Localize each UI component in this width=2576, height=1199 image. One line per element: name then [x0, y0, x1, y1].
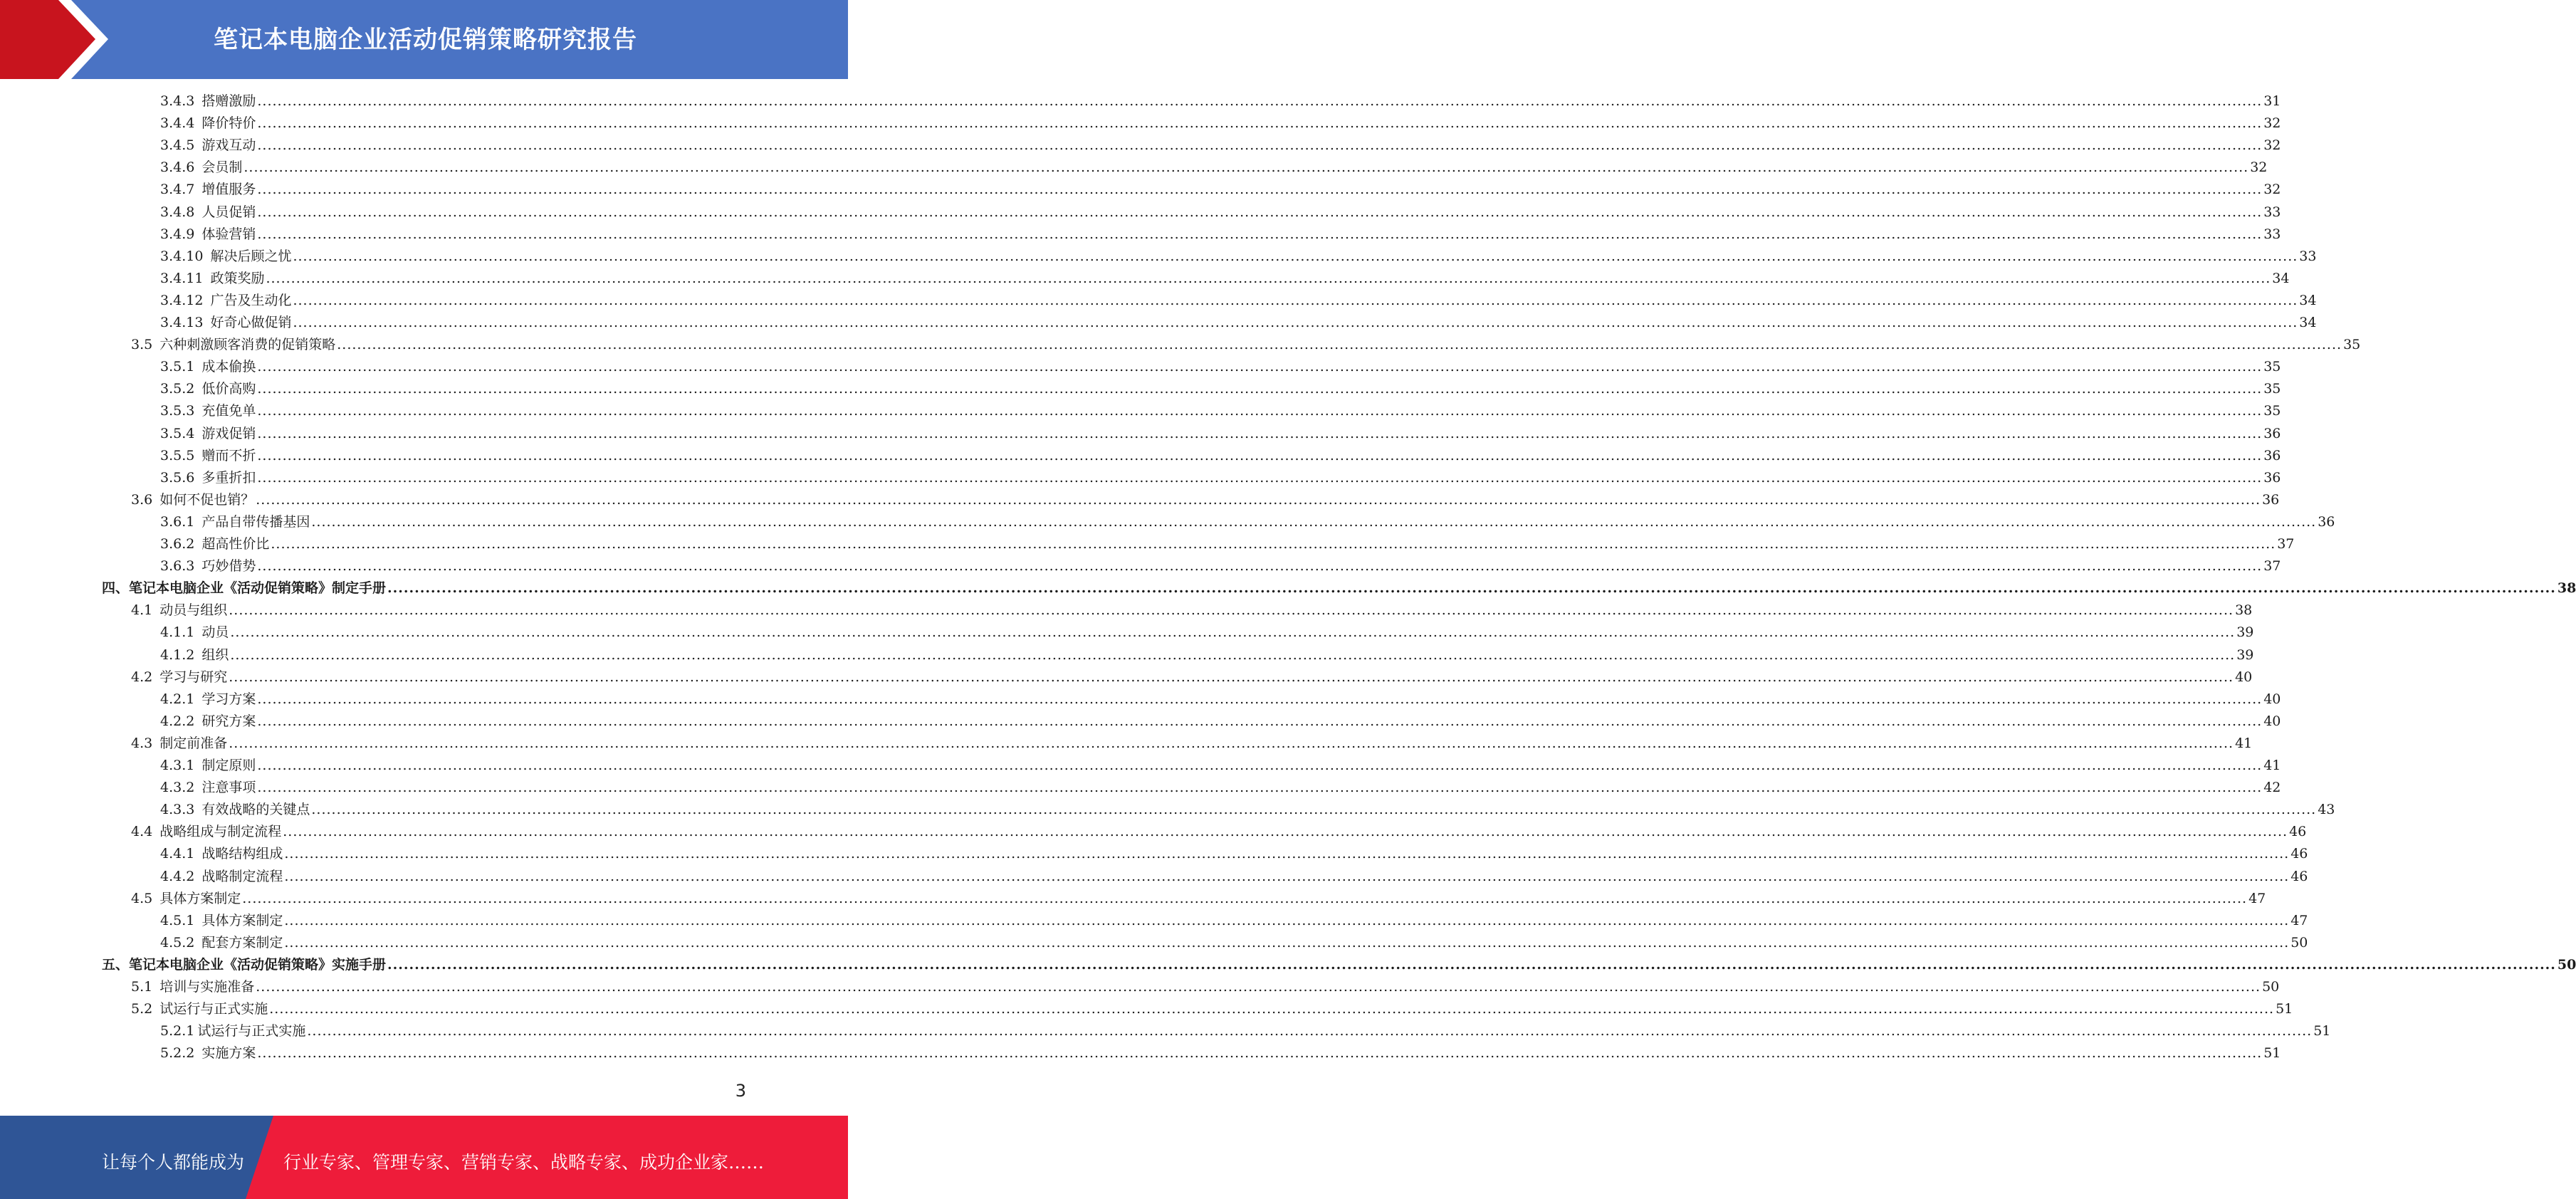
- toc-dot-leader: ................................................................................................................................................................................................................................................................................................................................................................................................................: [257, 713, 2263, 729]
- toc-dot-leader: ................................................................................................................................................................................................................................................................................................................................................................................................................: [387, 580, 2556, 597]
- toc-dot-leader: ................................................................................................................................................................................................................................................................................................................................................................................................................: [257, 93, 2263, 109]
- toc-entry-page: 38: [2557, 580, 2576, 597]
- toc-entry-page: 39: [2236, 624, 2254, 641]
- toc-entry-number: 3.5.1: [160, 359, 195, 375]
- toc-entry-page: 51: [2276, 1001, 2293, 1017]
- toc-entry[interactable]: [160, 312, 2317, 334]
- toc-entry-page: 43: [2318, 802, 2335, 818]
- toc-entry[interactable]: [160, 112, 2281, 135]
- toc-entry-page: 40: [2263, 691, 2281, 707]
- toc-entry-page: 36: [2263, 447, 2281, 464]
- toc-dot-leader: ................................................................................................................................................................................................................................................................................................................................................................................................................: [257, 226, 2263, 242]
- toc-dot-leader: ................................................................................................................................................................................................................................................................................................................................................................................................................: [387, 956, 2556, 973]
- toc-entry-number: 4.4.2: [160, 868, 195, 884]
- toc-entry-page: 51: [2263, 1045, 2281, 1062]
- toc-entry-number: 4.1.1: [160, 624, 195, 641]
- toc-entry[interactable]: [160, 799, 2335, 821]
- toc-entry-page: 33: [2263, 204, 2281, 220]
- toc-entry-number: 4.5: [131, 890, 153, 906]
- toc-entry[interactable]: [160, 688, 2281, 711]
- toc-entry-number: 4.1.2: [160, 646, 195, 663]
- toc-entry-page: 35: [2343, 337, 2361, 353]
- toc-dot-leader: ................................................................................................................................................................................................................................................................................................................................................................................................................: [284, 846, 2290, 862]
- toc-entry[interactable]: [160, 711, 2281, 733]
- toc-entry[interactable]: [160, 932, 2308, 954]
- toc-entry-title: 广告及生动化: [210, 292, 292, 308]
- toc-entry-page: 35: [2263, 381, 2281, 397]
- toc-entry-title: 降价特价: [201, 115, 256, 132]
- toc-entry-number: 4.3: [131, 735, 153, 751]
- toc-entry[interactable]: [160, 467, 2281, 489]
- toc-entry-title: 组织: [201, 646, 229, 663]
- toc-entry-page: 33: [2299, 248, 2317, 264]
- toc-dot-leader: ................................................................................................................................................................................................................................................................................................................................................................................................................: [229, 669, 2234, 685]
- toc-dot-leader: ................................................................................................................................................................................................................................................................................................................................................................................................................: [311, 513, 2317, 530]
- toc-dot-leader: ................................................................................................................................................................................................................................................................................................................................................................................................................: [284, 912, 2290, 928]
- toc-dot-leader: ................................................................................................................................................................................................................................................................................................................................................................................................................: [257, 558, 2263, 575]
- toc-entry-number: 3.4.8: [160, 204, 195, 220]
- header-banner: [0, 0, 848, 79]
- toc-entry[interactable]: [160, 1042, 2281, 1064]
- toc-entry-title: 有效战略的关键点: [201, 802, 310, 818]
- toc-entry[interactable]: [131, 334, 2361, 356]
- toc-entry-title: 动员: [201, 624, 229, 641]
- toc-entry[interactable]: [131, 489, 2280, 511]
- toc-entry[interactable]: [160, 644, 2254, 666]
- toc-entry[interactable]: [160, 246, 2317, 268]
- toc-entry-number: 4.5.2: [160, 934, 195, 951]
- toc-entry-page: 33: [2263, 226, 2281, 242]
- toc-entry[interactable]: [131, 733, 2253, 755]
- toc-entry-title: 赠而不折: [201, 447, 256, 464]
- toc-entry-number: 4.4.1: [160, 846, 195, 862]
- toc-entry-page: 41: [2263, 758, 2281, 773]
- toc-entry-title: 产品自带传播基因: [201, 513, 310, 530]
- toc-entry-number: 4.3.2: [160, 780, 195, 796]
- toc-entry[interactable]: [131, 666, 2253, 688]
- toc-entry-number: 5.2.1: [160, 1023, 195, 1040]
- toc-entry-title: 注意事项: [201, 780, 256, 796]
- toc-entry-page: 46: [2290, 846, 2308, 862]
- toc-entry-title: 战略组成与制定流程: [159, 824, 282, 840]
- toc-entry-title: 具体方案制定: [159, 890, 241, 906]
- toc-dot-leader: ................................................................................................................................................................................................................................................................................................................................................................................................................: [257, 403, 2263, 419]
- toc-entry-page: 36: [2263, 425, 2281, 441]
- toc-dot-leader: ................................................................................................................................................................................................................................................................................................................................................................................................................: [257, 691, 2263, 707]
- toc-entry-title: 多重折扣: [201, 469, 256, 486]
- toc-dot-leader: ................................................................................................................................................................................................................................................................................................................................................................................................................: [269, 1001, 2275, 1017]
- toc-entry-title: 配套方案制定: [201, 934, 283, 951]
- toc-dot-leader: ................................................................................................................................................................................................................................................................................................................................................................................................................: [257, 447, 2263, 464]
- toc-entry-page: 31: [2263, 93, 2281, 109]
- toc-dot-leader: ................................................................................................................................................................................................................................................................................................................................................................................................................: [311, 802, 2317, 818]
- toc-dot-leader: ................................................................................................................................................................................................................................................................................................................................................................................................................: [257, 780, 2263, 796]
- toc-entry-title: 体验营销: [201, 226, 256, 242]
- toc-dot-leader: ................................................................................................................................................................................................................................................................................................................................................................................................................: [229, 602, 2234, 619]
- footer-banner: [0, 1116, 848, 1199]
- toc-entry-number: 3.4.4: [160, 115, 195, 132]
- toc-entry[interactable]: [160, 755, 2281, 777]
- toc-entry[interactable]: [160, 555, 2281, 577]
- toc-entry-page: 37: [2263, 558, 2281, 575]
- toc-chapter[interactable]: [102, 577, 2576, 600]
- toc-dot-leader: ................................................................................................................................................................................................................................................................................................................................................................................................................: [293, 248, 2298, 264]
- toc-entry-number: 3.4.5: [160, 137, 195, 154]
- toc-entry-number: 5.1: [131, 979, 153, 995]
- toc-entry[interactable]: [160, 290, 2317, 312]
- toc-entry-title: 会员制: [201, 159, 243, 176]
- toc-entry-page: 51: [2313, 1023, 2331, 1040]
- toc-entry-number: 3.4.10: [160, 248, 204, 264]
- toc-entry[interactable]: [160, 622, 2254, 644]
- toc-entry-title: 四、笔记本电脑企业《活动促销策略》制定手册: [102, 580, 387, 597]
- toc-entry[interactable]: [160, 423, 2281, 445]
- toc-dot-leader: ................................................................................................................................................................................................................................................................................................................................................................................................................: [266, 270, 2271, 286]
- toc-entry-page: 36: [2318, 513, 2335, 530]
- toc-entry-page: 37: [2277, 536, 2295, 552]
- toc-entry[interactable]: [131, 600, 2253, 622]
- toc-entry-title: 解决后顾之忧: [210, 248, 292, 264]
- toc-dot-leader: ................................................................................................................................................................................................................................................................................................................................................................................................................: [257, 469, 2263, 486]
- toc-entry[interactable]: [160, 356, 2281, 378]
- report-title: 笔记本电脑企业活动促销策略研究报告: [214, 26, 637, 54]
- toc-dot-leader: ................................................................................................................................................................................................................................................................................................................................................................................................................: [257, 182, 2263, 198]
- toc-entry-number: 4.4: [131, 824, 153, 840]
- toc-entry-page: 32: [2263, 182, 2281, 198]
- toc-entry-number: 4.3.1: [160, 758, 195, 773]
- toc-entry[interactable]: [160, 400, 2281, 422]
- toc-entry[interactable]: [160, 866, 2308, 888]
- toc-entry-page: 34: [2299, 315, 2317, 330]
- toc-entry[interactable]: [160, 224, 2281, 246]
- toc-entry-number: 3.5.5: [160, 447, 195, 464]
- toc-entry-title: 如何不促也销？: [159, 491, 255, 508]
- toc-entry-page: 35: [2263, 403, 2281, 419]
- toc-entry[interactable]: [160, 201, 2281, 224]
- toc-dot-leader: ................................................................................................................................................................................................................................................................................................................................................................................................................: [230, 646, 2236, 663]
- toc-entry-page: 46: [2290, 868, 2308, 884]
- toc-entry-page: 32: [2250, 159, 2268, 176]
- toc-chapter[interactable]: [102, 954, 2576, 976]
- toc-entry-number: 3.5.6: [160, 469, 195, 486]
- toc-dot-leader: ................................................................................................................................................................................................................................................................................................................................................................................................................: [257, 758, 2263, 773]
- toc-entry-title: 学习方案: [201, 691, 256, 707]
- toc-entry-number: 4.2.2: [160, 713, 195, 729]
- toc-entry-page: 39: [2236, 646, 2254, 663]
- toc-entry-number: 3.5: [131, 337, 153, 353]
- toc-entry[interactable]: [131, 888, 2266, 910]
- toc-entry-number: 4.5.1: [160, 912, 195, 928]
- toc-entry-number: 5.2.2: [160, 1045, 195, 1062]
- toc-entry[interactable]: [160, 268, 2290, 290]
- toc-dot-leader: ................................................................................................................................................................................................................................................................................................................................................................................................................: [283, 824, 2288, 840]
- toc-dot-leader: ................................................................................................................................................................................................................................................................................................................................................................................................................: [293, 292, 2298, 308]
- toc-entry-title: 五、笔记本电脑企业《活动促销策略》实施手册: [102, 956, 387, 973]
- toc-entry-page: 36: [2263, 469, 2281, 486]
- toc-entry-number: 3.4.13: [160, 315, 204, 330]
- toc-entry-page: 47: [2248, 890, 2266, 906]
- toc-dot-leader: ................................................................................................................................................................................................................................................................................................................................................................................................................: [256, 979, 2261, 995]
- toc-entry-number: 3.4.3: [160, 93, 195, 109]
- toc-entry-title: 试运行与正式实施: [197, 1023, 306, 1040]
- toc-entry-title: 人员促销: [201, 204, 256, 220]
- toc-entry-title: 搭赠激励: [201, 93, 256, 109]
- toc-entry-page: 47: [2290, 912, 2308, 928]
- page-number: 3: [735, 1081, 746, 1101]
- toc-entry-page: 50: [2557, 956, 2576, 973]
- toc-entry-title: 动员与组织: [159, 602, 228, 619]
- toc-dot-leader: ................................................................................................................................................................................................................................................................................................................................................................................................................: [229, 735, 2234, 751]
- toc-entry[interactable]: [160, 179, 2281, 201]
- toc-entry-number: 3.5.4: [160, 425, 195, 441]
- toc-dot-leader: ................................................................................................................................................................................................................................................................................................................................................................................................................: [271, 536, 2276, 552]
- toc-entry[interactable]: [160, 157, 2268, 179]
- toc-entry-title: 游戏促销: [201, 425, 256, 441]
- toc-entry-number: 3.6.3: [160, 558, 195, 575]
- toc-entry-title: 六种刺激顾客消费的促销策略: [159, 337, 336, 353]
- toc-entry-page: 46: [2289, 824, 2307, 840]
- toc-entry-number: 3.5.2: [160, 381, 195, 397]
- toc-entry[interactable]: [160, 777, 2281, 799]
- toc-dot-leader: ................................................................................................................................................................................................................................................................................................................................................................................................................: [293, 315, 2298, 330]
- toc-entry-number: 3.4.11: [160, 270, 204, 286]
- toc-dot-leader: ................................................................................................................................................................................................................................................................................................................................................................................................................: [257, 115, 2263, 132]
- toc-entry-title: 战略制定流程: [201, 868, 283, 884]
- toc-dot-leader: ................................................................................................................................................................................................................................................................................................................................................................................................................: [257, 204, 2263, 220]
- toc-entry[interactable]: [160, 90, 2281, 112]
- footer-slogan-right: 行业专家、管理专家、营销专家、战略专家、成功企业家……: [283, 1152, 765, 1173]
- toc-entry-title: 增值服务: [201, 182, 256, 198]
- toc-entry-title: 巧妙借势: [201, 558, 256, 575]
- toc-dot-leader: ................................................................................................................................................................................................................................................................................................................................................................................................................: [257, 1045, 2263, 1062]
- toc-entry[interactable]: [131, 821, 2307, 843]
- toc-entry-number: 3.4.6: [160, 159, 195, 176]
- toc-entry-page: 35: [2263, 359, 2281, 375]
- toc-entry[interactable]: [131, 998, 2293, 1020]
- toc-dot-leader: ................................................................................................................................................................................................................................................................................................................................................................................................................: [242, 890, 2248, 906]
- toc-entry[interactable]: [160, 910, 2308, 932]
- toc-entry-title: 政策奖励: [210, 270, 265, 286]
- toc-entry-title: 超高性价比: [201, 536, 270, 552]
- toc-entry-number: 4.3.3: [160, 802, 195, 818]
- toc-entry[interactable]: [160, 843, 2308, 865]
- toc-entry-title: 游戏互动: [201, 137, 256, 154]
- toc-dot-leader: ................................................................................................................................................................................................................................................................................................................................................................................................................: [307, 1023, 2313, 1040]
- toc-dot-leader: ................................................................................................................................................................................................................................................................................................................................................................................................................: [337, 337, 2342, 353]
- toc-entry-page: 34: [2299, 292, 2317, 308]
- toc-dot-leader: ................................................................................................................................................................................................................................................................................................................................................................................................................: [256, 491, 2261, 508]
- toc-entry-title: 具体方案制定: [201, 912, 283, 928]
- toc-entry-title: 成本偷换: [201, 359, 256, 375]
- toc-entry-number: 4.2: [131, 669, 153, 685]
- header-arrow-decoration: [0, 0, 121, 79]
- toc-entry-number: 3.6.2: [160, 536, 195, 552]
- toc-dot-leader: ................................................................................................................................................................................................................................................................................................................................................................................................................: [257, 137, 2263, 154]
- toc-entry[interactable]: [160, 445, 2281, 467]
- toc-entry[interactable]: [160, 1020, 2331, 1042]
- toc-dot-leader: ................................................................................................................................................................................................................................................................................................................................................................................................................: [257, 359, 2263, 375]
- toc-entry-number: 4.2.1: [160, 691, 195, 707]
- toc-entry-title: 实施方案: [201, 1045, 256, 1062]
- toc-entry-page: 38: [2235, 602, 2253, 619]
- toc-entry-number: 3.6.1: [160, 513, 195, 530]
- toc-entry-page: 36: [2262, 491, 2280, 508]
- toc-entry-title: 充值免单: [201, 403, 256, 419]
- toc-dot-leader: ................................................................................................................................................................................................................................................................................................................................................................................................................: [244, 159, 2249, 176]
- toc-entry-number: 3.4.7: [160, 182, 195, 198]
- toc-entry-page: 50: [2290, 934, 2308, 951]
- toc-dot-leader: ................................................................................................................................................................................................................................................................................................................................................................................................................: [257, 381, 2263, 397]
- footer-slogan-left: 让每个人都能成为: [102, 1152, 245, 1173]
- toc-entry-title: 战略结构组成: [201, 846, 283, 862]
- toc-entry-page: 40: [2235, 669, 2253, 685]
- toc-entry-title: 制定前准备: [159, 735, 228, 751]
- toc-entry-title: 试运行与正式实施: [159, 1001, 268, 1017]
- toc-dot-leader: ................................................................................................................................................................................................................................................................................................................................................................................................................: [284, 934, 2290, 951]
- toc-dot-leader: ................................................................................................................................................................................................................................................................................................................................................................................................................: [284, 868, 2290, 884]
- toc-entry-page: 32: [2263, 115, 2281, 132]
- toc-entry-number: 5.2: [131, 1001, 153, 1017]
- toc-entry-title: 研究方案: [201, 713, 256, 729]
- toc-entry-title: 学习与研究: [159, 669, 228, 685]
- toc-entry-page: 32: [2263, 137, 2281, 154]
- toc-entry-page: 50: [2262, 979, 2280, 995]
- toc-entry-page: 42: [2263, 780, 2281, 796]
- toc-dot-leader: ................................................................................................................................................................................................................................................................................................................................................................................................................: [257, 425, 2263, 441]
- toc-entry-page: 34: [2272, 270, 2290, 286]
- toc-entry-title: 制定原则: [201, 758, 256, 773]
- toc-entry-title: 培训与实施准备: [159, 979, 255, 995]
- toc-entry-page: 41: [2235, 735, 2253, 751]
- toc-entry[interactable]: [160, 378, 2281, 400]
- toc-entry[interactable]: [160, 511, 2335, 533]
- toc-entry-number: 3.4.9: [160, 226, 195, 242]
- toc-dot-leader: ................................................................................................................................................................................................................................................................................................................................................................................................................: [230, 624, 2236, 641]
- toc-entry[interactable]: [160, 135, 2281, 157]
- toc-entry-number: 4.1: [131, 602, 153, 619]
- toc-entry-title: 好奇心做促销: [210, 315, 292, 330]
- toc-entry[interactable]: [160, 533, 2295, 555]
- toc-entry-number: 3.6: [131, 491, 153, 508]
- toc-entry-page: 40: [2263, 713, 2281, 729]
- toc-entry-title: 低价高购: [201, 381, 256, 397]
- toc-entry-number: 3.4.12: [160, 292, 204, 308]
- toc-entry[interactable]: [131, 976, 2280, 998]
- toc-entry-number: 3.5.3: [160, 403, 195, 419]
